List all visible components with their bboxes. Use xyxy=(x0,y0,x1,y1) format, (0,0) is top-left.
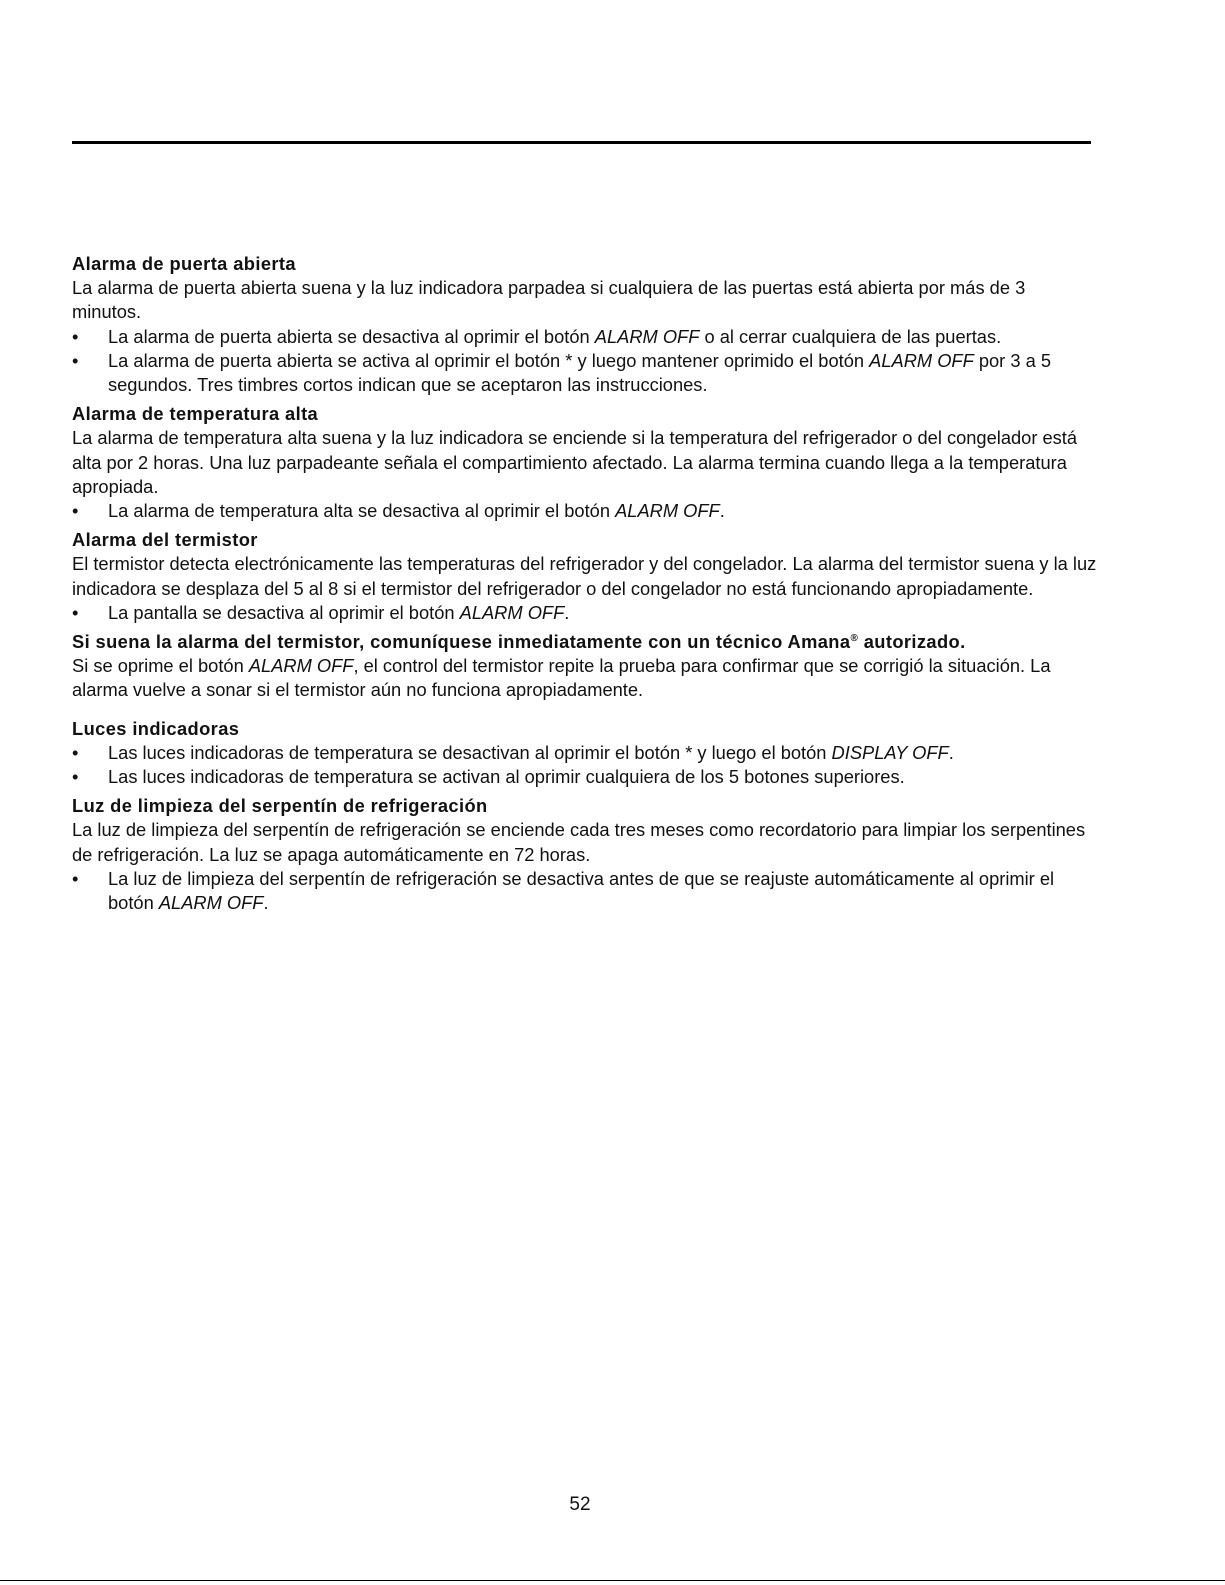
alarm-off-button-ref: ALARM OFF xyxy=(459,601,565,623)
bullet-icon: • xyxy=(72,741,79,763)
bullet-icon: • xyxy=(72,766,79,788)
document-body xyxy=(72,252,1097,915)
bullet-icon: • xyxy=(72,325,79,347)
door-alarm-bullet-activate: • La alarma de puerta abierta se activa al oprimir el botón * y luego mantener oprimido el botón ALARM OFF por 3 a 5 segundos. Tres timbres cortos indican que se aceptaron las instrucciones. xyxy=(72,349,1052,396)
thermistor-warning-description: Si se oprime el botón ALARM OFF, el control del termistor repite la prueba para confirmar que se corrigió la situación. La alarma vuelve a sonar si el termistor aún no funciona apropiadamente. xyxy=(72,655,1051,701)
high-temp-alarm-bullet: • La alarma de temperatura alta se desactiva al oprimir el botón ALARM OFF. xyxy=(72,499,1097,523)
bullet-icon: • xyxy=(72,601,79,623)
section-heading-indicator-lights: Luces indicadoras xyxy=(72,717,240,739)
coil-cleaning-light-description: La luz de limpieza del serpentín de refrigeración se enciende cada tres meses como recordatorio para limpiar los serpentines de refrigeración. La luz se apaga automáticamente en 72 horas. xyxy=(72,819,1086,865)
section-heading-coil-cleaning-light: Luz de limpieza del serpentín de refrigeración xyxy=(72,795,488,817)
thermistor-alarm-description: El termistor detecta electrónicamente las temperaturas del refrigerador y del congelador. La alarma del termistor suena y la luz indicadora se desplaza del 5 al 8 si el termistor del refrigerador o del congelador no está funcionando apropiadamente. xyxy=(72,553,1097,599)
door-alarm-bullet-deactivate: • La alarma de puerta abierta se desactiva al oprimir el botón ALARM OFF o al cerrar cualquiera de las puertas. xyxy=(72,325,1097,349)
alarm-off-button-ref: ALARM OFF xyxy=(869,349,974,371)
indicator-lights-bullet-deactivate: • Las luces indicadoras de temperatura se desactivan al oprimir el botón * y luego el botón DISPLAY OFF. xyxy=(72,741,1097,765)
indicator-lights-bullet-activate: • Las luces indicadoras de temperatura se activan al oprimir cualquiera de los 5 botones superiores. xyxy=(72,765,1097,789)
thermistor-warning-heading: Si suena la alarma del termistor, comuníquese inmediatamente con un técnico Amana® autorizado. xyxy=(72,631,966,653)
display-off-button-ref: DISPLAY OFF xyxy=(831,741,949,763)
section-heading-thermistor-alarm: Alarma del termistor xyxy=(72,529,258,551)
section-heading-high-temp-alarm: Alarma de temperatura alta xyxy=(72,403,319,425)
top-rule xyxy=(72,141,1091,144)
alarm-off-button-ref: ALARM OFF xyxy=(248,655,354,677)
bottom-rule xyxy=(0,1580,1225,1581)
alarm-off-button-ref: ALARM OFF xyxy=(158,892,264,914)
section-heading-door-alarm: Alarma de puerta abierta xyxy=(72,253,296,274)
high-temp-alarm-description: La alarma de temperatura alta suena y la luz indicadora se enciende si la temperatura del refrigerador o del congelador está alta por 2 horas. Una luz parpadeante señala el compartimiento afectado. La alarma termina cuando llega a la temperatura apropiada. xyxy=(72,427,1078,497)
bullet-icon: • xyxy=(72,349,79,371)
alarm-off-button-ref: ALARM OFF xyxy=(594,325,700,347)
door-alarm-description: La alarma de puerta abierta suena y la luz indicadora parpadea si cualquiera de las puertas está abierta por más de 3 minutos. xyxy=(72,277,1026,323)
alarm-off-button-ref: ALARM OFF xyxy=(615,500,720,522)
bullet-icon: • xyxy=(72,500,79,522)
registered-trademark-mark: ® xyxy=(850,632,859,644)
bullet-icon: • xyxy=(72,867,79,889)
page-number: 52 xyxy=(569,1494,591,1515)
coil-cleaning-light-bullet: • La luz de limpieza del serpentín de refrigeración se desactiva antes de que se reajuste automáticamente al oprimir el botón ALARM OFF. xyxy=(72,867,1055,914)
thermistor-alarm-bullet: • La pantalla se desactiva al oprimir el botón ALARM OFF. xyxy=(72,601,1097,625)
